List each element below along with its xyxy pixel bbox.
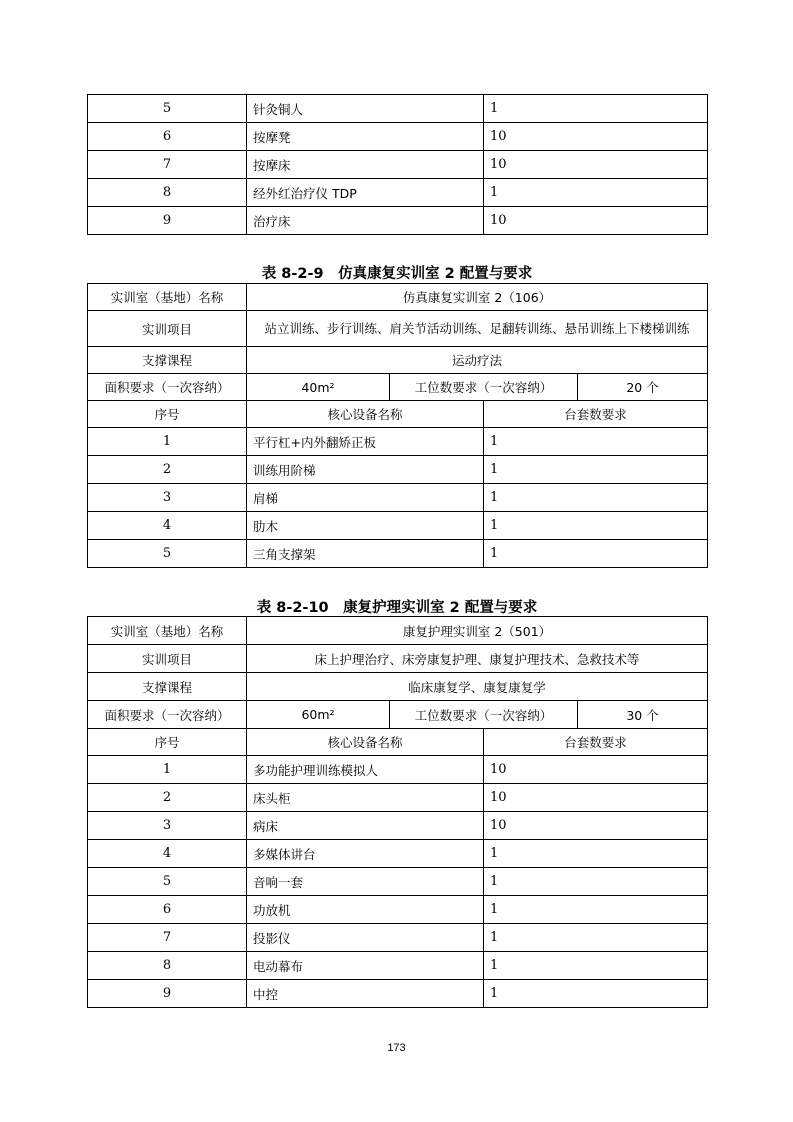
stations-requirement-value: 20 个: [578, 374, 708, 401]
stations-requirement-label: 工位数要求（一次容纳）: [390, 701, 578, 729]
area-requirement-value: 40m²: [247, 374, 390, 401]
row-quantity: 1: [484, 95, 708, 123]
row-equipment-name: 多媒体讲台: [247, 840, 484, 868]
support-course-label: 支撑课程: [88, 673, 247, 701]
column-header-equipment: 核心设备名称: [247, 729, 484, 756]
row-equipment-name: 三角支撑架: [247, 540, 484, 568]
row-equipment-name: 床头柜: [247, 784, 484, 812]
table-body: [88, 95, 708, 235]
table-row: [88, 456, 708, 484]
row-number: 2: [88, 784, 247, 812]
support-course-value: 运动疗法: [247, 347, 708, 374]
row-number: 3: [88, 484, 247, 512]
support-course-label: 支撑课程: [88, 347, 247, 374]
table-row: [88, 784, 708, 812]
row-number: 1: [88, 428, 247, 456]
row-quantity: 10: [484, 151, 708, 179]
row-equipment-name: 音响一套: [247, 868, 484, 896]
table-row: [88, 756, 708, 784]
table-body: [88, 284, 708, 568]
room-name-value: 康复护理实训室 2（501）: [247, 617, 708, 645]
row-quantity: 1: [484, 540, 708, 568]
row-quantity: 1: [484, 512, 708, 540]
table-row: [88, 512, 708, 540]
row-equipment-name: 经外红治疗仪 TDP: [247, 179, 484, 207]
row-equipment-name: 中控: [247, 980, 484, 1008]
table-row: [88, 151, 708, 179]
row-quantity: 1: [484, 952, 708, 980]
table-row: [88, 207, 708, 235]
row-number: 1: [88, 756, 247, 784]
row-quantity: 1: [484, 980, 708, 1008]
row-number: 4: [88, 840, 247, 868]
room-name-label: 实训室（基地）名称: [88, 617, 247, 645]
training-project-value: 站立训练、步行训练、肩关节活动训练、足翻转训练、悬吊训练上下楼梯训练: [247, 311, 708, 347]
row-quantity: 10: [484, 812, 708, 840]
row-number: 9: [88, 980, 247, 1008]
row-quantity: 1: [484, 896, 708, 924]
row-quantity: 1: [484, 428, 708, 456]
table-row: [88, 952, 708, 980]
row-equipment-name: 肋木: [247, 512, 484, 540]
row-number: 7: [88, 151, 247, 179]
row-number: 6: [88, 123, 247, 151]
area-requirement-value: 60m²: [247, 701, 390, 729]
table-row: [88, 924, 708, 952]
row-equipment-name: 投影仪: [247, 924, 484, 952]
table-row: [88, 484, 708, 512]
row-quantity: 1: [484, 868, 708, 896]
row-quantity: 10: [484, 123, 708, 151]
table-row: [88, 540, 708, 568]
row-quantity: 1: [484, 179, 708, 207]
room-name-value: 仿真康复实训室 2（106）: [247, 284, 708, 311]
training-project-value: 床上护理治疗、床旁康复护理、康复护理技术、急救技术等: [247, 645, 708, 673]
row-number: 5: [88, 95, 247, 123]
row-equipment-name: 按摩床: [247, 151, 484, 179]
row-number: 8: [88, 952, 247, 980]
room-name-label: 实训室（基地）名称: [88, 284, 247, 311]
row-equipment-name: 电动幕布: [247, 952, 484, 980]
area-requirement-label: 面积要求（一次容纳）: [88, 701, 247, 729]
column-header-number: 序号: [88, 401, 247, 428]
table-row: [88, 179, 708, 207]
support-course-value: 临床康复学、康复康复学: [247, 673, 708, 701]
stations-requirement-value: 30 个: [578, 701, 708, 729]
row-number: 2: [88, 456, 247, 484]
area-requirement-label: 面积要求（一次容纳）: [88, 374, 247, 401]
row-quantity: 10: [484, 207, 708, 235]
table-row: [88, 840, 708, 868]
row-number: 4: [88, 512, 247, 540]
row-quantity: 1: [484, 840, 708, 868]
row-equipment-name: 平行杠+内外翻矫正板: [247, 428, 484, 456]
table-row: [88, 980, 708, 1008]
table-row: [88, 123, 708, 151]
table-row: [88, 896, 708, 924]
row-number: 8: [88, 179, 247, 207]
row-number: 5: [88, 540, 247, 568]
row-equipment-name: 病床: [247, 812, 484, 840]
row-number: 5: [88, 868, 247, 896]
table-body: [88, 617, 708, 1008]
table-caption: 表 8-2-10 康复护理实训室 2 配置与要求: [256, 600, 538, 616]
row-equipment-name: 训练用阶梯: [247, 456, 484, 484]
row-equipment-name: 治疗床: [247, 207, 484, 235]
row-quantity: 10: [484, 784, 708, 812]
stations-requirement-label: 工位数要求（一次容纳）: [390, 374, 578, 401]
row-equipment-name: 肩梯: [247, 484, 484, 512]
row-quantity: 10: [484, 756, 708, 784]
table-caption: 表 8-2-9 仿真康复实训室 2 配置与要求: [261, 266, 533, 282]
training-project-label: 实训项目: [88, 311, 247, 347]
row-equipment-name: 按摩凳: [247, 123, 484, 151]
row-number: 3: [88, 812, 247, 840]
row-equipment-name: 针灸铜人: [247, 95, 484, 123]
row-number: 6: [88, 896, 247, 924]
equipment-table-continued: [87, 94, 708, 235]
row-number: 7: [88, 924, 247, 952]
table-row: [88, 868, 708, 896]
row-number: 9: [88, 207, 247, 235]
table-row: [88, 812, 708, 840]
training-project-label: 实训项目: [88, 645, 247, 673]
row-equipment-name: 功放机: [247, 896, 484, 924]
column-header-equipment: 核心设备名称: [247, 401, 484, 428]
rehab-nursing-room-table: [87, 616, 708, 1008]
table-row: [88, 428, 708, 456]
row-quantity: 1: [484, 456, 708, 484]
table-row: [88, 95, 708, 123]
column-header-quantity: 台套数要求: [484, 401, 708, 428]
page-number: 173: [387, 1042, 406, 1054]
simulation-rehab-room-table: [87, 283, 708, 568]
column-header-number: 序号: [88, 729, 247, 756]
row-equipment-name: 多功能护理训练模拟人: [247, 756, 484, 784]
column-header-quantity: 台套数要求: [484, 729, 708, 756]
row-quantity: 1: [484, 924, 708, 952]
row-quantity: 1: [484, 484, 708, 512]
